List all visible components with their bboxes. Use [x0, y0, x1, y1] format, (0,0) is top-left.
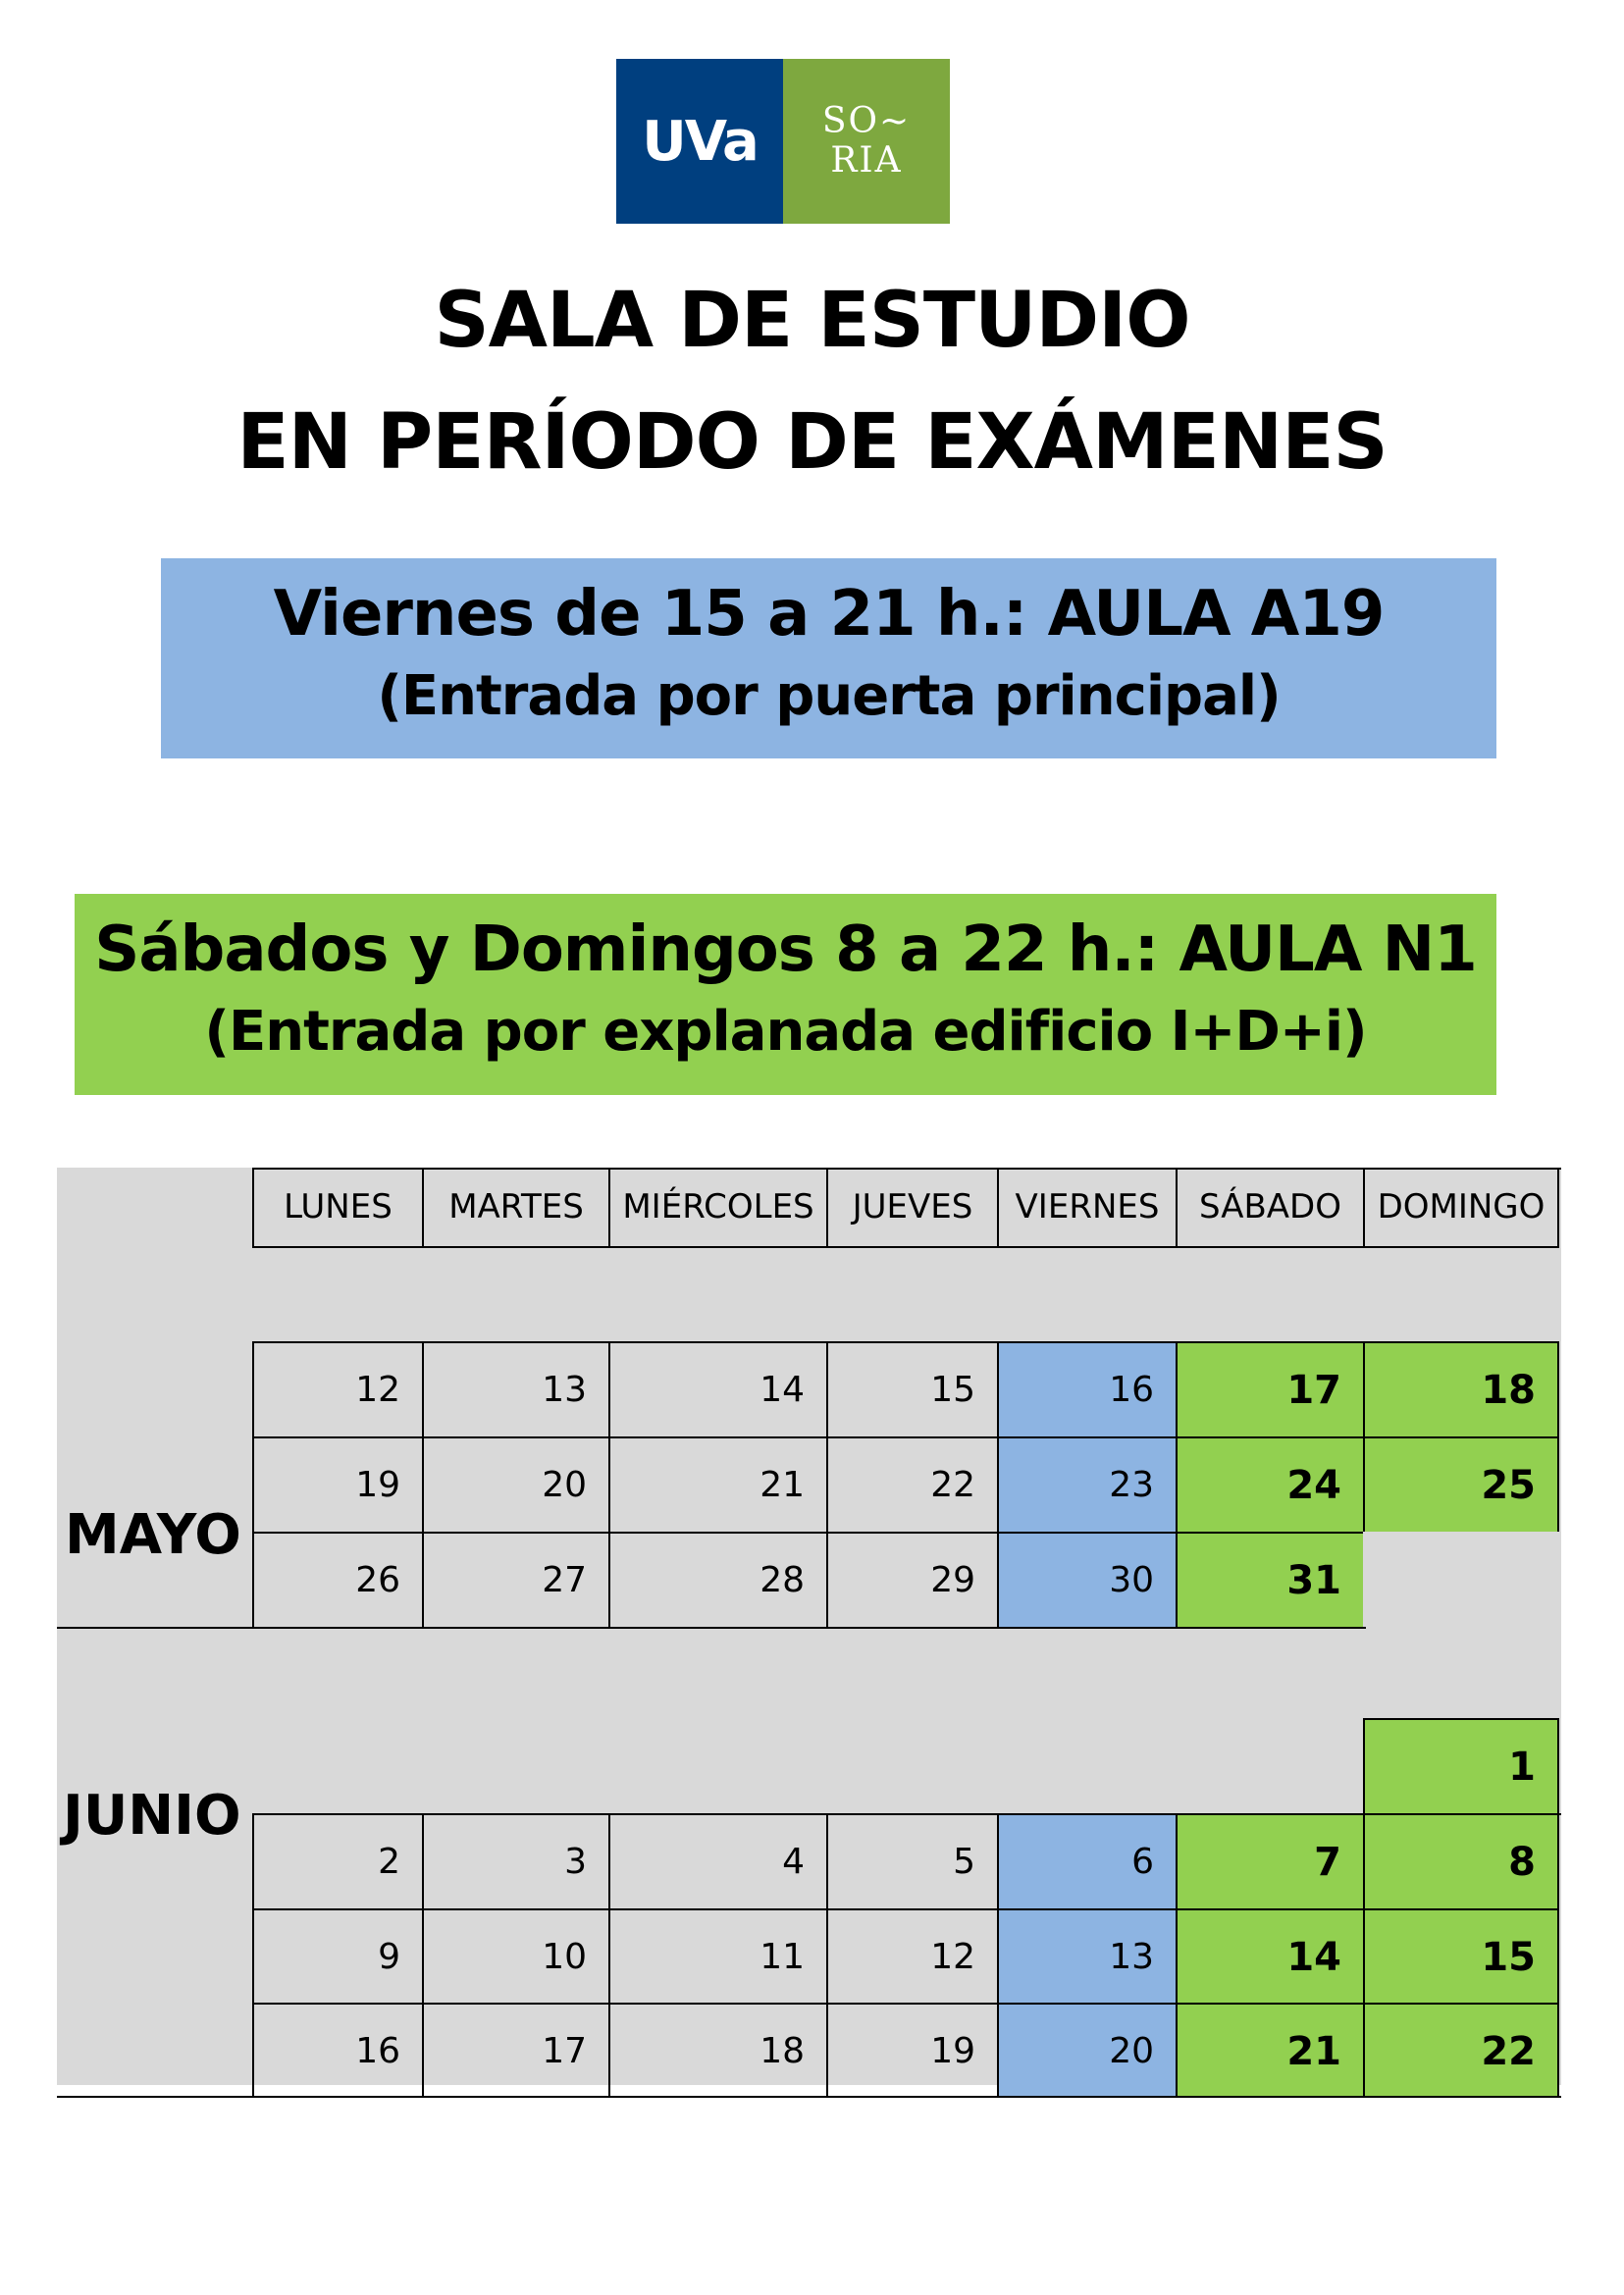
day-cell: 14 [1176, 1908, 1363, 2004]
day-cell: 18 [1363, 1341, 1559, 1436]
day-cell: 3 [422, 1813, 608, 1908]
day-cell: 20 [422, 1436, 608, 1532]
header-top-border [252, 1168, 1561, 1170]
column-header-3: JUEVES [826, 1168, 997, 1248]
day-cell: 21 [608, 1436, 826, 1532]
column-header-6: DOMINGO [1363, 1168, 1559, 1248]
friday-entrance-text: (Entrada por puerta principal) [377, 664, 1281, 728]
june-bottom-border [57, 2096, 1561, 2098]
page-title-line1: SALA DE ESTUDIO [434, 277, 1190, 365]
day-cell: 15 [1363, 1908, 1559, 2004]
logo-uva-block [616, 59, 783, 224]
uva-soria-logo [616, 59, 950, 224]
column-header-5: SÁBADO [1176, 1168, 1363, 1248]
day-cell: 4 [608, 1813, 826, 1908]
day-cell: 22 [1363, 2003, 1559, 2098]
day-grid-left-border-june [252, 1813, 254, 2096]
day-cell: 27 [422, 1532, 608, 1627]
weekend-schedule-banner [75, 894, 1496, 1095]
day-cell: 12 [252, 1341, 422, 1436]
month-label-may: MAYO [65, 1503, 241, 1567]
day-cell: 31 [1176, 1532, 1363, 1627]
day-cell: 16 [252, 2003, 422, 2098]
day-cell: 22 [826, 1436, 997, 1532]
june-row-sep [1363, 1813, 1561, 1815]
day-cell: 15 [826, 1341, 997, 1436]
logo-soria-line1: SO~ [821, 101, 912, 141]
day-cell: 11 [608, 1908, 826, 2004]
column-header-4: VIERNES [997, 1168, 1176, 1248]
day-cell: 29 [826, 1532, 997, 1627]
day-cell: 19 [252, 1436, 422, 1532]
day-cell: 28 [608, 1532, 826, 1627]
day-cell: 21 [1176, 2003, 1363, 2098]
day-cell: 18 [608, 2003, 826, 2098]
day-cell: 8 [1363, 1813, 1559, 1908]
day-cell: 26 [252, 1532, 422, 1627]
day-cell: 13 [997, 1908, 1176, 2004]
day-cell: 23 [997, 1436, 1176, 1532]
logo-soria-block [783, 59, 950, 224]
day-cell: 12 [826, 1908, 997, 2004]
day-cell: 17 [422, 2003, 608, 2098]
friday-schedule-banner [161, 558, 1496, 758]
day-cell: 7 [1176, 1813, 1363, 1908]
column-header-2: MIÉRCOLES [608, 1168, 826, 1248]
day-grid-left-border [252, 1341, 254, 1627]
month-label-june: JUNIO [63, 1784, 241, 1848]
day-cell: 9 [252, 1908, 422, 2004]
day-cell: 24 [1176, 1436, 1363, 1532]
day-cell: 1 [1363, 1718, 1559, 1813]
day-cell: 30 [997, 1532, 1176, 1627]
day-cell: 10 [422, 1908, 608, 2004]
friday-schedule-text: Viernes de 15 a 21 h.: AULA A19 [273, 578, 1385, 651]
day-cell: 5 [826, 1813, 997, 1908]
weekend-schedule-text: Sábados y Domingos 8 a 22 h.: AULA N1 [94, 913, 1477, 986]
logo-soria-line2: RIA [830, 140, 903, 181]
day-cell: 25 [1363, 1436, 1559, 1532]
weekend-entrance-text: (Entrada por explanada edificio I+D+i) [204, 1000, 1367, 1064]
page-title-line2: EN PERÍODO DE EXÁMENES [236, 398, 1388, 487]
day-cell: 20 [997, 2003, 1176, 2098]
day-cell: 19 [826, 2003, 997, 2098]
column-header-1: MARTES [422, 1168, 608, 1248]
logo-uva-text: UVa [642, 109, 758, 174]
day-cell: 17 [1176, 1341, 1363, 1436]
column-header-0: LUNES [252, 1168, 422, 1248]
day-cell: 6 [997, 1813, 1176, 1908]
day-cell: 16 [997, 1341, 1176, 1436]
day-cell: 14 [608, 1341, 826, 1436]
day-cell: 13 [422, 1341, 608, 1436]
may-bottom-border [57, 1627, 1366, 1629]
day-cell: 2 [252, 1813, 422, 1908]
